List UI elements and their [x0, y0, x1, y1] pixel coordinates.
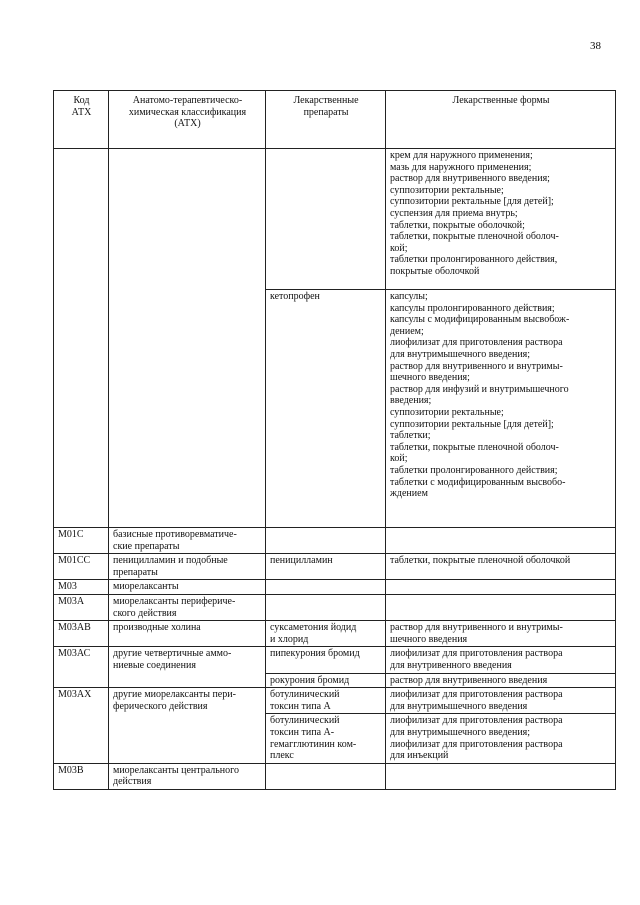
table-row	[54, 594, 616, 620]
drug-cell: ботулинический токсин типа А- гемагглютинин ком- плекс	[266, 714, 386, 763]
table-row	[54, 554, 616, 580]
forms-cell	[386, 594, 616, 620]
classification-cell: миорелаксанты перифериче- ского действия	[109, 594, 266, 620]
forms-cell: таблетки, покрытые пленочной оболочкой	[386, 554, 616, 580]
forms-cell: раствор для внутривенного и внутримы- шечного введения	[386, 621, 616, 647]
classification-cell: миорелаксанты центрального действия	[109, 763, 266, 789]
code-cell: М03А	[54, 594, 109, 620]
header-code: Код АТХ	[54, 91, 109, 149]
code-cell: М03	[54, 580, 109, 595]
forms-cell: лиофилизат для приготовления раствора для внутримышечного введения	[386, 688, 616, 714]
drug-cell: рокурония бромид	[266, 673, 386, 688]
forms-cell: лиофилизат для приготовления раствора для внутримышечного введения; лиофилизат для приготовления раствора для инъекций	[386, 714, 616, 763]
forms-cell: капсулы; капсулы пролонгированного действия; капсулы с модифицированным высвобож- дением; лиофилизат для приготовления раствора для внутримышечного введения; раствор для внутривенного и внутримы- шечного введения; раствор для инфузий и внутримышечного введения; суппозитории ректальные; суппозитории ректальные [для детей]; таблетки; таблетки, покрытые пленочной оболоч- кой; таблетки пролонгированного действия; таблетки с модифицированным высвобо- ждением	[386, 290, 616, 528]
table-row	[54, 149, 616, 290]
classification-cell: миорелаксанты	[109, 580, 266, 595]
table-row	[54, 647, 616, 673]
drug-cell: пипекурония бромид	[266, 647, 386, 673]
drug-cell	[266, 149, 386, 290]
classification-cell: производные холина	[109, 621, 266, 647]
table-row	[54, 528, 616, 554]
code-cell: М03АВ	[54, 621, 109, 647]
table-row	[54, 580, 616, 595]
drug-cell	[266, 580, 386, 595]
drug-cell: пеницилламин	[266, 554, 386, 580]
code-cell: М01С	[54, 528, 109, 554]
drug-cell	[266, 763, 386, 789]
classification-cell	[109, 149, 266, 528]
code-cell: М03АХ	[54, 688, 109, 764]
header-row	[54, 91, 616, 149]
forms-cell: раствор для внутривенного введения	[386, 673, 616, 688]
forms-cell	[386, 528, 616, 554]
drug-cell	[266, 594, 386, 620]
header-classification: Анатомо-терапевтическо- химическая классификация (АТХ)	[109, 91, 266, 149]
code-cell: М03В	[54, 763, 109, 789]
forms-cell	[386, 763, 616, 789]
forms-cell: лиофилизат для приготовления раствора для внутривенного введения	[386, 647, 616, 673]
drug-cell: кетопрофен	[266, 290, 386, 528]
code-cell: М01СС	[54, 554, 109, 580]
table-row	[54, 621, 616, 647]
code-cell: М03АС	[54, 647, 109, 688]
classification-cell: пеницилламин и подобные препараты	[109, 554, 266, 580]
table-row	[54, 763, 616, 789]
classification-cell: другие миорелаксанты пери- ферического действия	[109, 688, 266, 764]
forms-cell: крем для наружного применения; мазь для наружного применения; раствор для внутривенного введения; суппозитории ректальные; суппозитории ректальные [для детей]; суспензия для приема внутрь; таблетки, покрытые оболочкой; таблетки, покрытые пленочной оболоч- кой; таблетки пролонгированного действия, покрытые оболочкой	[386, 149, 616, 290]
drug-cell: ботулинический токсин типа А	[266, 688, 386, 714]
drug-cell	[266, 528, 386, 554]
drug-cell: суксаметония йодид и хлорид	[266, 621, 386, 647]
classification-cell: базисные противоревматиче- ские препараты	[109, 528, 266, 554]
atx-table	[53, 90, 616, 790]
classification-cell: другие четвертичные аммо- ниевые соединения	[109, 647, 266, 688]
page-number: 38	[590, 40, 601, 52]
header-forms: Лекарственные формы	[386, 91, 616, 149]
forms-cell	[386, 580, 616, 595]
header-drugs: Лекарственные препараты	[266, 91, 386, 149]
table-row	[54, 688, 616, 714]
code-cell	[54, 149, 109, 528]
